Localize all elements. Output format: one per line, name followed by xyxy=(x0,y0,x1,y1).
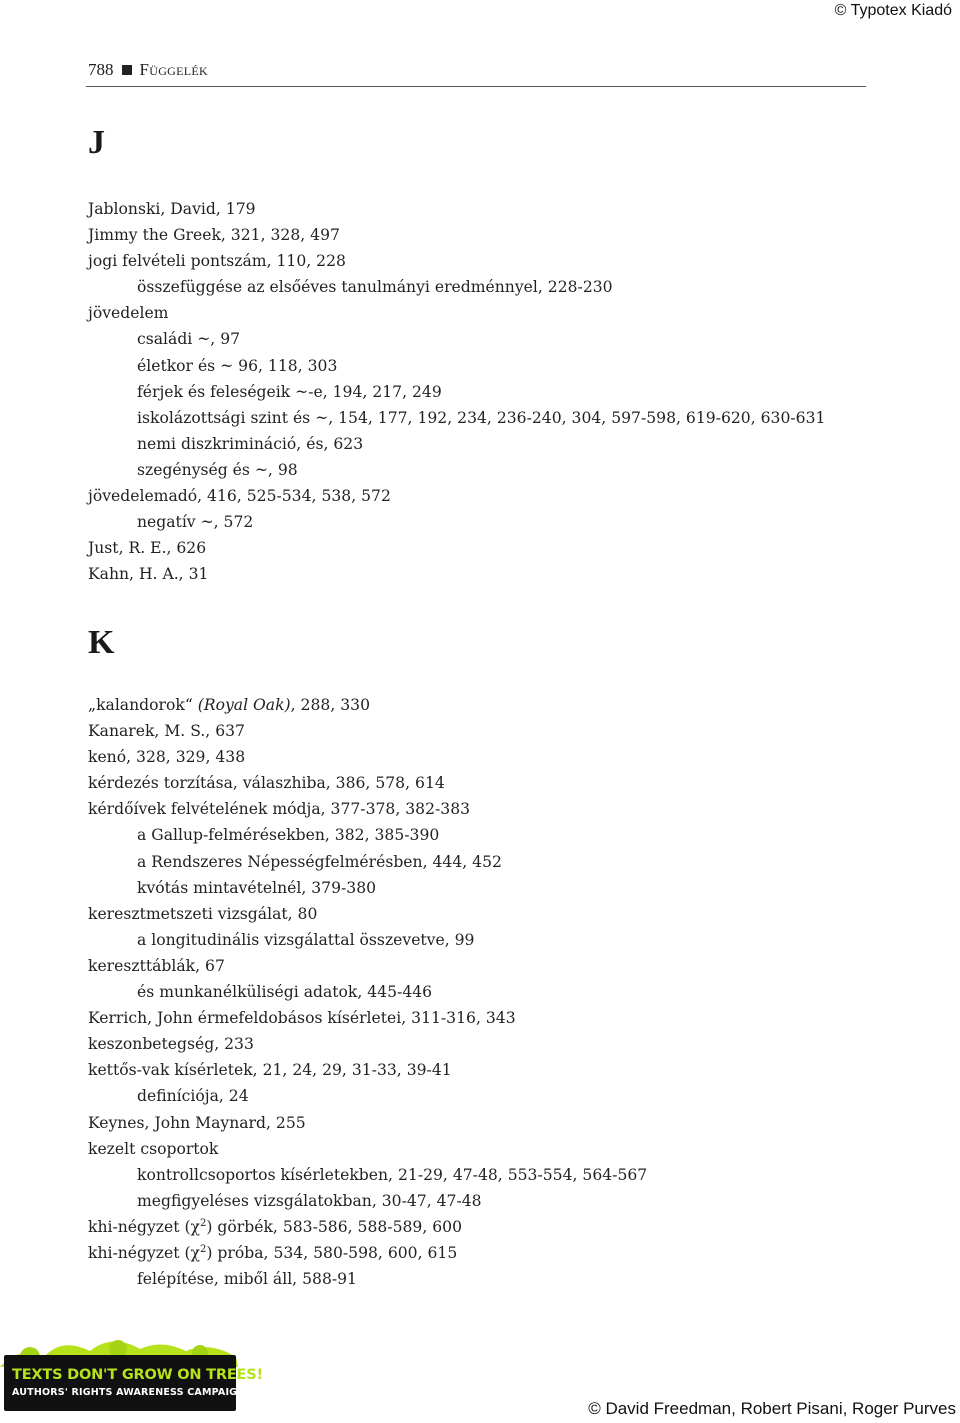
index-entry xyxy=(88,1214,647,1240)
copyright-notice: © David Freedman, Robert Pisani, Roger Purves xyxy=(588,1399,956,1418)
index-subentry: definíciója, 24 xyxy=(137,1087,249,1106)
index-subentry: iskolázottsági szint és ~, 154, 177, 192, 234, 236-240, 304, 597-598, 619-620, 630-631 xyxy=(137,408,826,427)
index-subentry: a longitudinális vizsgálattal összevetve, 99 xyxy=(137,930,475,949)
index-subentry: szegénység és ~, 98 xyxy=(137,460,298,479)
index-entry: kenó, 328, 329, 438 xyxy=(88,748,246,767)
square-bullet-icon xyxy=(122,65,132,75)
index-subentry: a Rendszeres Népességfelmérésben, 444, 452 xyxy=(137,852,502,871)
index-entry: jogi felvételi pontszám, 110, 228 xyxy=(88,252,346,271)
index-entry: keszonbetegség, 233 xyxy=(88,1035,254,1054)
entry-text: ) próba, 534, 580-598, 600, 615 xyxy=(206,1243,458,1262)
logo-tagline: AUTHORS' RIGHTS AWARENESS CAMPAIGN xyxy=(12,1387,246,1398)
publisher-label: © Typotex Kiadó xyxy=(834,2,952,19)
entry-text: „kalandorok“ xyxy=(88,696,198,714)
index-entry: Jimmy the Greek, 321, 328, 497 xyxy=(88,226,340,245)
logo-title: TEXTS DON'T GROW ON TREES! xyxy=(12,1367,263,1383)
index-subentry: megfigyeléses vizsgálatokban, 30-47, 47-48 xyxy=(137,1191,482,1210)
index-subentry: a Gallup-felmérésekben, 382, 385-390 xyxy=(137,826,440,845)
index-entry: keresztmetszeti vizsgálat, 80 xyxy=(88,904,318,923)
entry-text: khi-négyzet (χ xyxy=(88,1217,201,1236)
index-subentry: és munkanélküliségi adatok, 445-446 xyxy=(137,983,433,1002)
index-entry: kérdezés torzítása, válaszhiba, 386, 578, 614 xyxy=(88,774,445,793)
index-entry: Keynes, John Maynard, 255 xyxy=(88,1113,306,1132)
index-subentry: férjek és feleségeik ~-e, 194, 217, 249 xyxy=(137,382,442,401)
index-subentry: kvótás mintavételnél, 379-380 xyxy=(137,878,377,897)
entry-text: , 288, 330 xyxy=(290,696,370,714)
campaign-logo xyxy=(0,1327,263,1423)
entry-superscript: 2 xyxy=(200,1243,207,1255)
entry-superscript: 2 xyxy=(200,1217,207,1229)
index-subentry: felépítése, miből áll, 588-91 xyxy=(137,1270,357,1289)
index-entry: Kanarek, M. S., 637 xyxy=(88,722,245,741)
index-entry: Kerrich, John érmefeldobásos kísérletei, 311-316, 343 xyxy=(88,1009,516,1028)
index-entries-j xyxy=(88,196,825,587)
logo-banner xyxy=(4,1355,236,1411)
index-entry xyxy=(88,1240,647,1266)
index-entry: jövedelem xyxy=(88,304,169,323)
index-entry: kereszttáblák, 67 xyxy=(88,956,225,975)
page-number: 788 xyxy=(88,60,114,79)
index-entry: jövedelemadó, 416, 525-534, 538, 572 xyxy=(88,487,391,506)
section-title: Függelék xyxy=(139,60,209,79)
index-entry: Kahn, H. A., 31 xyxy=(88,565,209,584)
entry-text: ) görbék, 583-586, 588-589, 600 xyxy=(206,1217,463,1236)
index-entry: kettős-vak kísérletek, 21, 24, 29, 31-33, 39-41 xyxy=(88,1061,452,1080)
header-divider xyxy=(86,86,866,87)
letter-heading-j: J xyxy=(88,124,105,161)
entry-italic: (Royal Oak) xyxy=(197,696,291,714)
index-subentry: összefüggése az elsőéves tanulmányi eredménnyel, 228-230 xyxy=(137,278,613,297)
running-head xyxy=(88,60,208,80)
entry-text: khi-négyzet (χ xyxy=(88,1243,201,1262)
index-entry: kezelt csoportok xyxy=(88,1139,219,1158)
index-entry: kérdőívek felvételének módja, 377-378, 382-383 xyxy=(88,800,471,819)
index-entry: Just, R. E., 626 xyxy=(88,539,207,558)
index-subentry: negatív ~, 572 xyxy=(137,513,254,532)
index-subentry: életkor és ~ 96, 118, 303 xyxy=(137,356,338,375)
index-entry: Jablonski, David, 179 xyxy=(88,200,256,218)
index-subentry: nemi diszkrimináció, és, 623 xyxy=(137,434,364,453)
index-subentry: családi ~, 97 xyxy=(137,330,241,349)
index-entry xyxy=(88,692,647,718)
index-entries-k xyxy=(88,692,647,1292)
index-subentry: kontrollcsoportos kísérletekben, 21-29, 47-48, 553-554, 564-567 xyxy=(137,1165,648,1184)
letter-heading-k: K xyxy=(88,624,115,661)
